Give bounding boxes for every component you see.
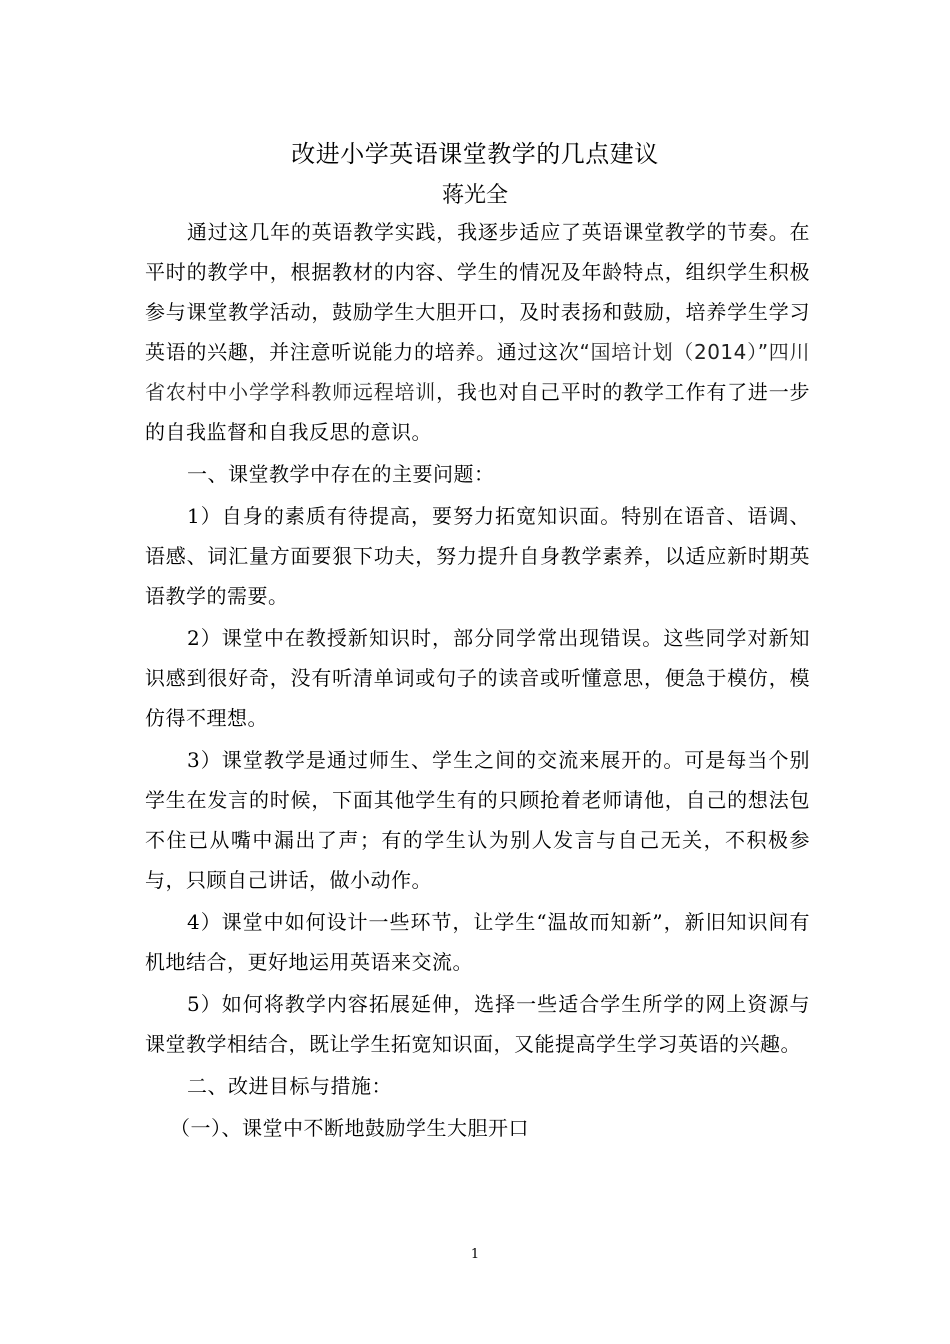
- document-body: [145, 212, 810, 1150]
- intro-text-1: 通过这几年的英语教学实践，我逐步适应了英语课堂教学的节奏。在平时的教学中，根据教材的内容、学生的情况及年龄特点，组织学生积极参与课堂教学活动，鼓励学生大胆开口，及时表扬和鼓励，培养学生学习英语的兴趣，并注意听说能力的培养。通过这次: [145, 220, 810, 364]
- subsection-heading-1: （一）、课堂中不断地鼓励学生大胆开口: [170, 1116, 529, 1140]
- problem-item-2: 2）课堂中在教授新知识时，部分同学常出现错误。这些同学对新知识感到很好奇，没有听清单词或句子的读音或听懂意思，便急于模仿，模仿得不理想。: [145, 626, 810, 730]
- problem-item-1: 1）自身的素质有待提高，要努力拓宽知识面。特别在语音、语调、语感、词汇量方面要狠下功夫，努力提升自身教学素养，以适应新时期英语教学的需要。: [145, 504, 810, 608]
- intro-text-2: ，我也对自己平时的教学工作有了进一步的自我监督和自我反思的意识。: [145, 380, 811, 444]
- problem-item-4: 4）课堂中如何设计一些环节，让学生“温故而知新”，新旧知识间有机地结合，更好地运用英语来交流。: [145, 910, 810, 974]
- intro-training-program: “国培计划（2014）”四川省农村中小学学科教师远程培训: [145, 340, 811, 404]
- page-number: 1: [470, 1247, 480, 1262]
- section-heading-problems: 一、课堂教学中存在的主要问题：: [187, 462, 495, 486]
- intro-paragraph: [145, 212, 810, 452]
- document-author: 蒋光全: [441, 183, 508, 208]
- problem-item-3: 3）课堂教学是通过师生、学生之间的交流来展开的。可是每当个别学生在发言的时候，下面其他学生有的只顾抢着老师请他，自己的想法包不住已从嘴中漏出了声；有的学生认为别人发言与自己无关，不积极参与，只顾自己讲话，做小动作。: [145, 748, 810, 892]
- section-heading-goals: 二、改进目标与措施：: [187, 1074, 392, 1098]
- document-title: 改进小学英语课堂教学的几点建议: [291, 140, 659, 168]
- problem-item-5: 5）如何将教学内容拓展延伸，选择一些适合学生所学的网上资源与课堂教学相结合，既让学生拓宽知识面，又能提高学生学习英语的兴趣。: [145, 992, 810, 1056]
